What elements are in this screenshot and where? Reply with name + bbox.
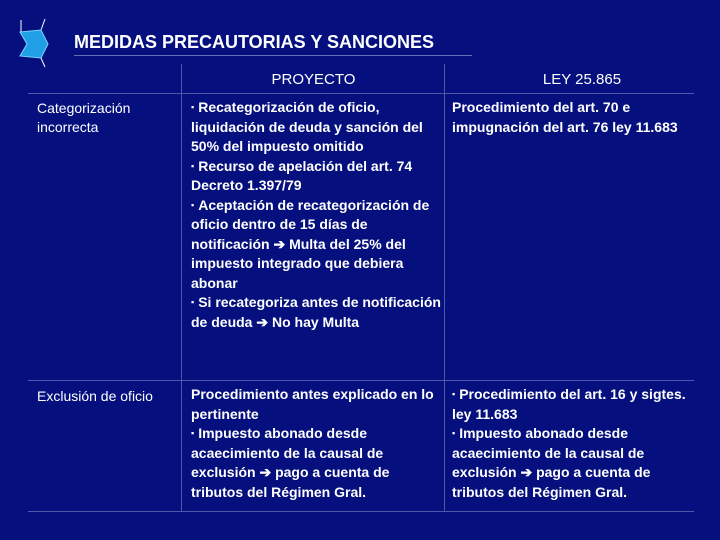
- cell-item-text: Procedimiento antes explicado en lo pertinente: [191, 386, 434, 422]
- header-ley: LEY 25.865: [542, 71, 622, 88]
- row-label-exclusion: Exclusión de oficio: [37, 388, 153, 404]
- cell-item: [452, 424, 692, 502]
- cell-item-text: Recategorización de oficio, liquidación de deuda y sanción del 50% del impuesto omitido: [191, 99, 423, 154]
- bullet-icon: ▪: [191, 102, 195, 112]
- cell-proyecto-categorizacion: [191, 98, 441, 332]
- cell-item: [191, 424, 441, 502]
- bullet-icon: ▪: [452, 389, 456, 399]
- cell-item: [452, 98, 702, 137]
- cell-item-text: Impuesto abonado desde acaecimiento de la causal de exclusión ➔ pago a cuenta de tributos del Régimen Gral.: [452, 425, 651, 500]
- column-divider: [444, 64, 445, 512]
- bullet-icon: ▪: [191, 199, 195, 210]
- cell-item-text: Procedimiento del art. 16 y sigtes. ley 11.683: [452, 386, 686, 422]
- page-title: MEDIDAS PRECAUTORIAS Y SANCIONES: [74, 32, 435, 52]
- cell-item-text: Recurso de apelación del art. 74 Decreto 1.397/79: [191, 157, 413, 193]
- cell-item: [191, 293, 441, 332]
- bullet-icon: ▪: [191, 428, 195, 438]
- cell-item-text: Impuesto abonado desde acaecimiento de la causal de exclusión ➔ pago a cuenta de tributos del Régimen Gral.: [191, 425, 390, 500]
- chevron-arrow-icon: [17, 18, 51, 68]
- row-label-categorizacion: Categorización incorrecta: [37, 100, 131, 135]
- row-divider: [28, 380, 694, 381]
- cell-item-text: Aceptación de recategorización de oficio dentro de 15 días de notificación ➔ Multa del 25% del impuesto integrado que debiera abonar: [191, 196, 430, 291]
- title-underline: [74, 55, 472, 56]
- cell-ley-categorizacion: [452, 98, 702, 137]
- cell-proyecto-exclusion: [191, 385, 441, 502]
- cell-item: [191, 385, 441, 424]
- column-divider: [181, 64, 182, 512]
- cell-item-text: Procedimiento del art. 70 e impugnación del art. 76 ley 11.683: [452, 99, 678, 135]
- bullet-icon: ▪: [191, 160, 195, 171]
- bullet-icon: ▪: [191, 297, 195, 307]
- cell-item: [452, 385, 692, 424]
- header-proyecto: PROYECTO: [271, 71, 356, 88]
- cell-item: [191, 157, 441, 196]
- cell-item: [191, 98, 441, 157]
- cell-ley-exclusion: [452, 385, 692, 502]
- bullet-icon: ▪: [452, 428, 456, 438]
- row-divider: [28, 511, 694, 512]
- row-divider: [28, 93, 694, 94]
- cell-item-text: Si recategoriza antes de notificación de deuda ➔ No hay Multa: [191, 294, 441, 330]
- cell-item: [191, 196, 441, 294]
